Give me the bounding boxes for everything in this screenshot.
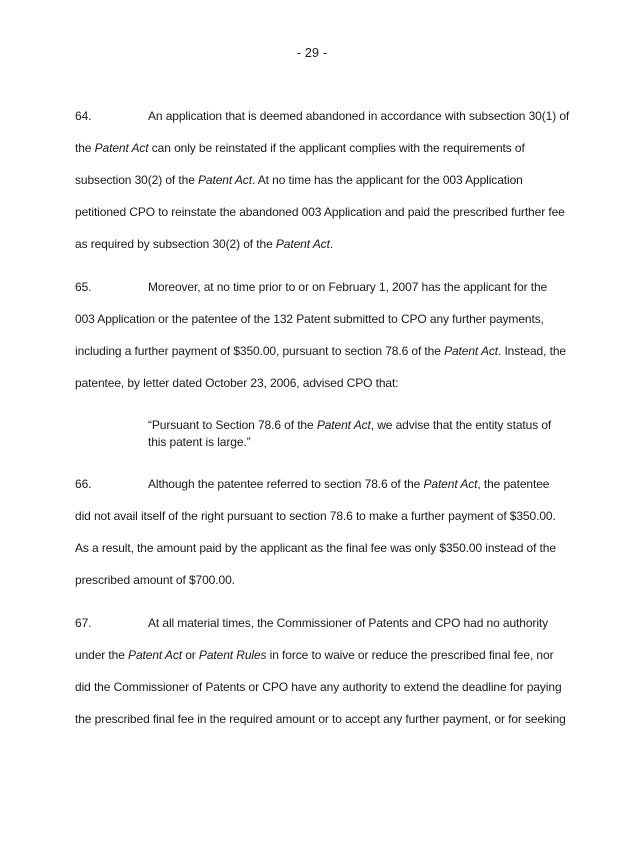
paragraph-line: patentee, by letter dated October 23, 2006, advised CPO that: <box>75 376 399 390</box>
statute-title: Patent Act <box>275 237 330 251</box>
paragraph-line: 66. Although the patentee referred to section 78.6 of the Patent Act, the patentee <box>75 468 555 500</box>
paragraph-line: including a further payment of $350.00, pursuant to section 78.6 of the Patent Act. Instead, the <box>75 344 566 358</box>
paragraph-line: 65. Moreover, at no time prior to or on February 1, 2007 has the applicant for the <box>75 271 555 303</box>
paragraph-64 <box>75 100 570 260</box>
paragraph-line: 67. At all material times, the Commissioner of Patents and CPO had no authority <box>75 607 555 639</box>
paragraph-line: prescribed amount of $700.00. <box>75 573 235 587</box>
statute-title: Patent Act <box>423 477 478 491</box>
quote-line: “Pursuant to Section 78.6 of the Patent Act, we advise that the entity status of <box>148 418 552 432</box>
statute-title: Patent Act <box>444 344 498 358</box>
block-quote <box>148 417 552 451</box>
statute-title: Patent Act <box>128 648 182 662</box>
paragraph-line: the Patent Act can only be reinstated if the applicant complies with the requirements of <box>75 141 525 155</box>
paragraph-line: petitioned CPO to reinstate the abandoned 003 Application and paid the prescribed further fee <box>75 205 565 219</box>
paragraph-line: as required by subsection 30(2) of the Patent Act. <box>75 237 334 251</box>
paragraph-line: 003 Application or the patentee of the 132 Patent submitted to CPO any further payments, <box>75 312 544 326</box>
paragraph-line: did the Commissioner of Patents or CPO have any authority to extend the deadline for paying <box>75 680 562 694</box>
paragraph-number: 64. <box>75 109 92 123</box>
paragraph-line: subsection 30(2) of the Patent Act. At no time has the applicant for the 003 Application <box>75 173 523 187</box>
page-number: - 29 - <box>296 46 328 60</box>
paragraph-66 <box>75 468 555 596</box>
paragraph-number: 66. <box>75 477 92 491</box>
paragraph-line: did not avail itself of the right pursuant to section 78.6 to make a further payment of $350.00. <box>75 509 556 523</box>
paragraph-line: 64. An application that is deemed abandoned in accordance with subsection 30(1) of <box>75 100 555 132</box>
paragraph-65 <box>75 271 566 399</box>
paragraph-line: under the Patent Act or Patent Rules in force to waive or reduce the prescribed final fee, nor <box>75 648 554 662</box>
paragraph-line: the prescribed final fee in the required amount or to accept any further payment, or for seeking <box>75 712 566 726</box>
statute-title: Patent Rules <box>198 648 267 662</box>
paragraph-number: 65. <box>75 280 92 294</box>
paragraph-number: 67. <box>75 616 92 630</box>
statute-title: Patent Act <box>198 173 252 187</box>
paragraph-67 <box>75 607 566 735</box>
quote-line: this patent is large.” <box>148 435 251 449</box>
paragraph-line: As a result, the amount paid by the applicant as the final fee was only $350.00 instead of the <box>75 541 556 555</box>
statute-title: Patent Act <box>94 141 149 155</box>
statute-title: Patent Act <box>316 418 371 432</box>
